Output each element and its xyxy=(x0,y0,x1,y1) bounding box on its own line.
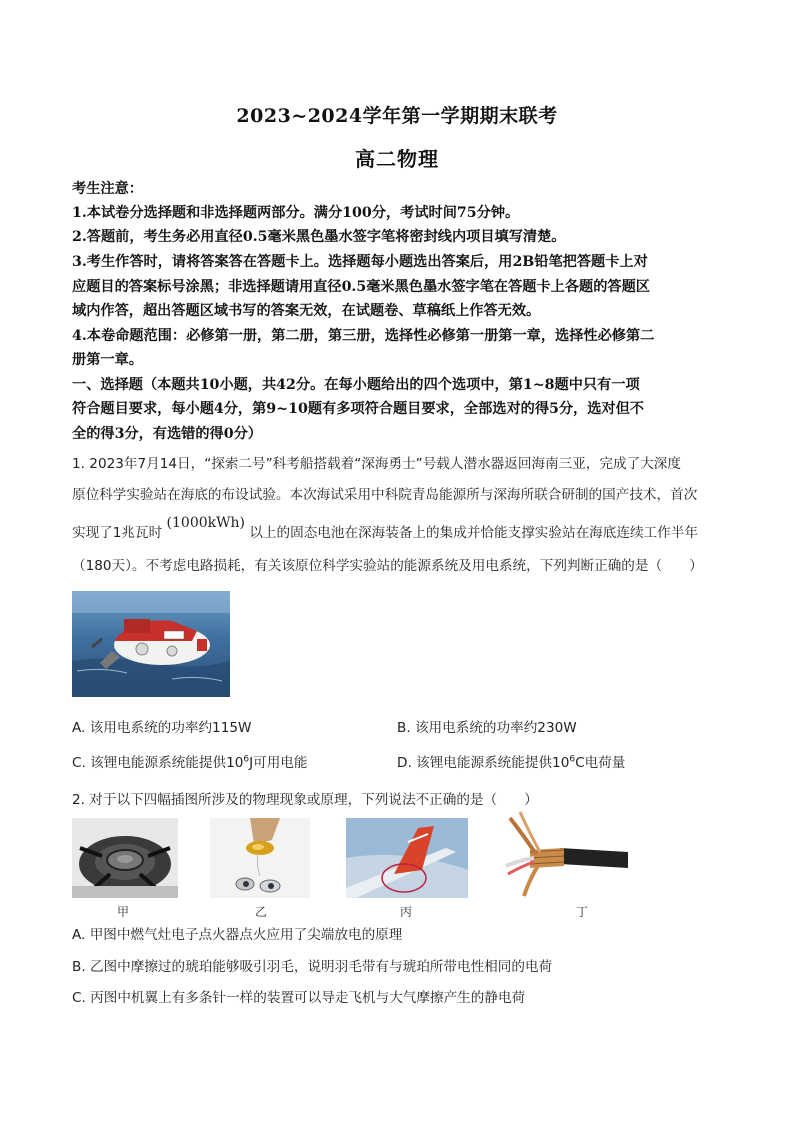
q2-option-b: B. 乙图中摩擦过的琥珀能够吸引羽毛，说明羽毛带有与琥珀所带电性相同的电荷 xyxy=(72,959,553,975)
q1-option-b: B. 该用电系统的功率约230W xyxy=(397,720,577,736)
gas-stove-photo xyxy=(72,818,178,898)
q1-stem-line-2: 原位科学实验站在海底的布设试验。本次海试采用中科院青岛能源所与深海所联合研制的国产技术，首次 xyxy=(72,487,698,503)
exam-subject: 高二物理 xyxy=(355,147,439,171)
q1-line-3-end: 以上的固态电池在深海装备上的集成并恰能支撑实验站在海底连续工作半年 xyxy=(249,525,698,541)
q1-line-3-start: 实现了1兆瓦时 xyxy=(72,525,163,541)
caption-ding: 丁 xyxy=(576,905,589,919)
section-heading-line-2: 符合题目要求，每小题4分，第9~10题有多项符合题目要求，全部选对的得5分，选对但不 xyxy=(72,401,644,417)
amber-photo xyxy=(210,818,310,898)
q1-option-d-exp: 6 xyxy=(569,754,576,765)
q1-option-d-post: C电荷量 xyxy=(575,755,626,771)
note-1: 1.本试卷分选择题和非选择题两部分。满分100分，考试时间75分钟。 xyxy=(72,205,520,221)
note-3-line-1: 3.考生作答时，请将答案答在答题卡上。选择题每小题选出答案后，用2B铅笔把答题卡上对 xyxy=(72,254,648,270)
q1-option-a: A. 该用电系统的功率约115W xyxy=(72,720,252,736)
note-2: 2.答题前，考生务必用直径0.5毫米黑色墨水签字笔将密封线内项目填写清楚。 xyxy=(72,229,566,245)
note-4-line-2: 册第一章。 xyxy=(72,352,143,368)
notes-heading: 考生注意： xyxy=(72,181,143,197)
shielded-cable-photo xyxy=(500,808,628,900)
caption-bing: 丙 xyxy=(400,905,413,919)
aircraft-wing-photo xyxy=(346,818,468,898)
q1-option-c-post: J可用电能 xyxy=(249,755,308,771)
q2-stem: 2. 对于以下四幅插图所涉及的物理现象或原理，下列说法不正确的是（ ） xyxy=(72,792,538,808)
caption-jia: 甲 xyxy=(117,905,130,919)
section-heading-line-1: 一、选择题（本题共10小题，共42分。在每小题给出的四个选项中，第1~8题中只有一项 xyxy=(72,377,640,393)
note-3-line-2: 应题目的答案标号涂黑；非选择题请用直径0.5毫米黑色墨水签字笔在答题卡上各题的答题区 xyxy=(72,279,650,295)
q1-energy-unit: (1000kWh) xyxy=(166,515,245,531)
exam-title: 2023~2024学年第一学期期末联考 xyxy=(236,105,558,127)
q1-stem-line-1: 1. 2023年7月14日，“探索二号”科考船搭载着“深海勇士”号载人潜水器返回海南三亚，完成了大深度 xyxy=(72,456,681,472)
q1-option-d xyxy=(397,751,625,771)
note-3-line-3: 域内作答，超出答题区域书写的答案无效，在试题卷、草稿纸上作答无效。 xyxy=(72,303,541,319)
q1-option-d-pre: D. 该锂电能源系统能提供10 xyxy=(397,755,570,771)
q1-option-c xyxy=(72,751,308,771)
submersible-photo xyxy=(72,591,230,697)
q2-option-a: A. 甲图中燃气灶电子点火器点火应用了尖端放电的原理 xyxy=(72,927,403,943)
note-4-line-1: 4.本卷命题范围：必修第一册，第二册，第三册，选择性必修第一册第一章，选择性必修第二 xyxy=(72,328,655,344)
q1-stem-line-4: （180天）。不考虑电路损耗，有关该原位科学实验站的能源系统及用电系统，下列判断正确的是（ ） xyxy=(72,558,703,574)
q1-stem-line-3 xyxy=(72,515,724,547)
caption-yi: 乙 xyxy=(255,905,268,919)
section-heading-line-3: 全的得3分，有选错的得0分） xyxy=(72,426,262,442)
q1-option-c-exp: 6 xyxy=(243,754,250,765)
q1-option-c-pre: C. 该锂电能源系统能提供10 xyxy=(72,755,244,771)
q2-option-c: C. 丙图中机翼上有多条针一样的装置可以导走飞机与大气摩擦产生的静电荷 xyxy=(72,990,526,1006)
